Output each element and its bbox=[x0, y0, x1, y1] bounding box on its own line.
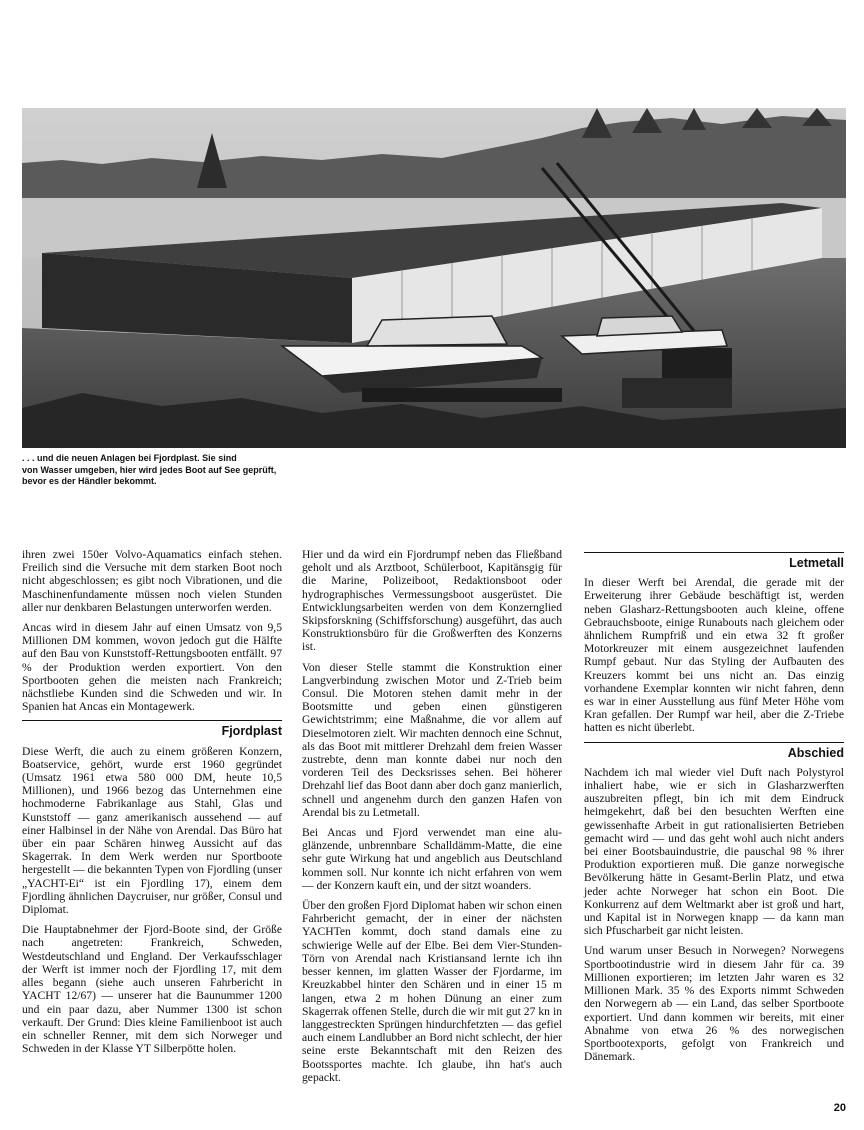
paragraph: Die Hauptabnehmer der Fjord-Boote sind, der Größe nach angetreten: Frankreich, Schweden, Westdeutschland und England. Der Verkaufsschlager der Werft ist immer noch der Fjordling 17, mit dem alles begann (siehe auch unseren Fahrbericht in YACHT 12/67) — unserer hat die Baunummer 1200 und ein paar dazu, aber Nummer 1300 ist schon verkauft. Der Grund: Dies kleine Familienboot ist auch ein schneller Renner, mit dem sich Norweger und Schweden in der Klasse YT Silberpötte holen. bbox=[22, 923, 282, 1056]
paragraph: In dieser Werft bei Arendal, die gerade mit der Erweiterung ihrer Gebäude beschäftigt ist, werden neben Glasharz-Rettungsbooten auch kleine, offene Gebrauchsboote, einige Runabouts nach gleichem oder ähnlichem Rumpfriß und ein etwa 32 ft großer Motorkreuzer mit einem ausgezeichnet laufenden Rumpf gebaut. Nur das Styling der Aufbauten des Kreuzers kommt bei uns nicht an. Das einzig vorhandene Exemplar konnten wir nicht fahren, denn es war in einer Ausstellung aus fünf Meter Höhe vom Kran gefallen. Der Rumpf war heil, aber die Z-Triebe hatten es nicht überlebt. bbox=[584, 576, 844, 735]
factory-photo bbox=[22, 108, 846, 448]
paragraph: Nachdem ich mal wieder viel Duft nach Polystyrol inhaliert habe, wie er sich in Glasharzwerften auszubreiten pflegt, bin ich mit dem Eindruck heimgekehrt, daß bei den besuchten Werften eine gewissenhafte Arbeit in gut rationalisierten Betrieben gemacht wird — und das geht wohl auch nicht anders bei einer Bootsbauindustrie, die pauschal 98 % ihrer Produktion exportieren muß. Die ganze norwegische Bevölkerung hätte in Gesamt-Berlin Platz, und etwa jeder achte Norweger hat schon ein Boot. Die Konkurrenz auf dem Weltmarkt aber ist groß und hart, und Kapital ist in Norwegen knapp — da kann man sich Pfuscharbeit gar nicht leisten. bbox=[584, 765, 844, 938]
paragraph: ihren zwei 150er Volvo-Aquamatics einfach stehen. Freilich sind die Versuche mit dem starken Boot noch nicht abgeschlossen; es gibt noch Vibrationen, und die Maschinenfundamente müssen noch vielen Stunden aller nur denkbaren Belastungen unterworfen werden. bbox=[22, 548, 282, 614]
caption-line: von Wasser umgeben, hier wird jedes Boot auf See geprüft, bbox=[22, 464, 277, 475]
section-heading-fjordplast: Fjordplast bbox=[22, 720, 282, 738]
section-heading-abschied: Abschied bbox=[584, 742, 844, 760]
factory-photo-illustration bbox=[22, 108, 846, 448]
page-number: 20 bbox=[833, 1102, 846, 1114]
paragraph: Über den großen Fjord Diplomat haben wir schon einen Fahrbericht gemacht, der in einer der nächsten YACHTen kommt, doch stand damals eine zu schwierige Welle auf der Elbe. Bei dem Vier-Stunden-Törn von Arendal nach Kristiansand lernte ich ihn besser kennen, im glatten Wasser der Fjordarme, im Kreuzkabbel hinter den Schären und in einer 15 m langen, etwa 2 m hohen Dünung an einer zum Skagerrak offenen Stelle, durch die wir mit gut 27 kn in langgestreckten Sprüngen hindurchfetzten — das gefiel auch einem Landlubber an Bord nicht schlecht, der hier seine erste Bekanntschaft mit den Reizen des Bootssportes machte. Ich glaube, ihn hat's auch gepackt. bbox=[302, 899, 562, 1084]
section-heading-letmetall: Letmetall bbox=[584, 552, 844, 570]
paragraph: Hier und da wird ein Fjordrumpf neben das Fließband geholt und als Arztboot, Schülerboot, Kapitänsgig für die Marine, Polizeiboot, Redaktionsboot oder hydrographisches Vermessungsboot ausgerüstet. Die Entwicklungsarbeiten werden von dem Konzernglied Skipsforskning (Schiffsforschung) ausgeführt, das auch Konstruktionsbüro für die Großwerften des Konzerns ist. bbox=[302, 548, 562, 654]
paragraph: Von dieser Stelle stammt die Konstruktion einer Langverbindung zwischen Motor und Z-Trieb beim Consul. Die Motoren stehen damit mehr in der Bootsmitte und geben einen günstigeren Gewichtstrimm; eine Maßnahme, die vor allem auf Dieselmotoren zielt. Wir machten dennoch eine Schnut, als das Boot mit mittlerer Drehzahl dem freien Wasser zustrebte, denn man konnte dabei nur noch den vorderen Teil des Decksrisses sehen. Bei höherer Drehzahl lief das Boot dann aber doch ganz manierlich, schnell und angenehm durch den ganzen Hafen von Arendal bis zu Letmetall. bbox=[302, 660, 562, 819]
column-3 bbox=[584, 548, 844, 1070]
paragraph: Und warum unser Besuch in Norwegen? Norwegens Sportbootindustrie wird in diesem Jahr für ca. 39 Millionen exportieren; im letzten Jahr waren es 32 Millionen Mark. 35 % des Exports nimmt Schweden den Norwegern ab — ein Land, das selber Sportboote exportiert. Und dann kommen wir bereits, mit einer Abnahme von etwa 26 % des norwegischen Sportbootexports, gefolgt von Frankreich und Dänemark. bbox=[584, 944, 844, 1064]
caption-line: bevor es der Händler bekommt. bbox=[22, 476, 157, 486]
caption-line: . . . und die neuen Anlagen bei Fjordplast. Sie sind bbox=[22, 453, 237, 463]
paragraph: Ancas wird in diesem Jahr auf einen Umsatz von 9,5 Millionen DM kommen, wovon jedoch gut die Hälfte auf den Bau von Kunststoff-Rettungsbooten entfällt. 97 % der Produktion werden exportiert. Von den Sportbooten gehen die meisten nach Frankreich; nächstliebe Kunden sind die Schweden und wir. In Spanien hat Ancas ein Montagewerk. bbox=[22, 621, 282, 714]
photo-caption bbox=[22, 453, 382, 488]
paragraph: Bei Ancas und Fjord verwendet man eine alu-glänzende, unbrennbare Schalldämm-Matte, die eine sehr gute Wirkung hat und angeblich aus Deutschland kommen soll. Nur konnte ich nicht erfahren von wem — der Konzern kauft ein, und der sitzt woanders. bbox=[302, 826, 562, 892]
paragraph: Diese Werft, die auch zu einem größeren Konzern, Boatservice, gehört, wurde erst 1960 gegründet (Umsatz 1961 etwa 580 000 DM, heute 10,5 Millionen), und 1966 bezog das Unternehmen eine hochmoderne Fabrikanlage aus Stahl, Glas und Kunststoff — ganz amerikanisch aussehend — auf einer Halbinsel in der Nähe von Arendal. Das Büro hat über ein paar Schären hinweg Aussicht auf das Skagerrak. In dem Werk werden nur Sportboote hergestellt — die bekannten Typen von Fjordling (unser „YACHT-Ei“ ist ein Fjordling 17), einem dem Fjordling ähnlichen Daycruiser, nur größer, Consul und Diplomat. bbox=[22, 744, 282, 917]
column-1 bbox=[22, 548, 282, 1062]
column-2 bbox=[302, 548, 562, 1091]
